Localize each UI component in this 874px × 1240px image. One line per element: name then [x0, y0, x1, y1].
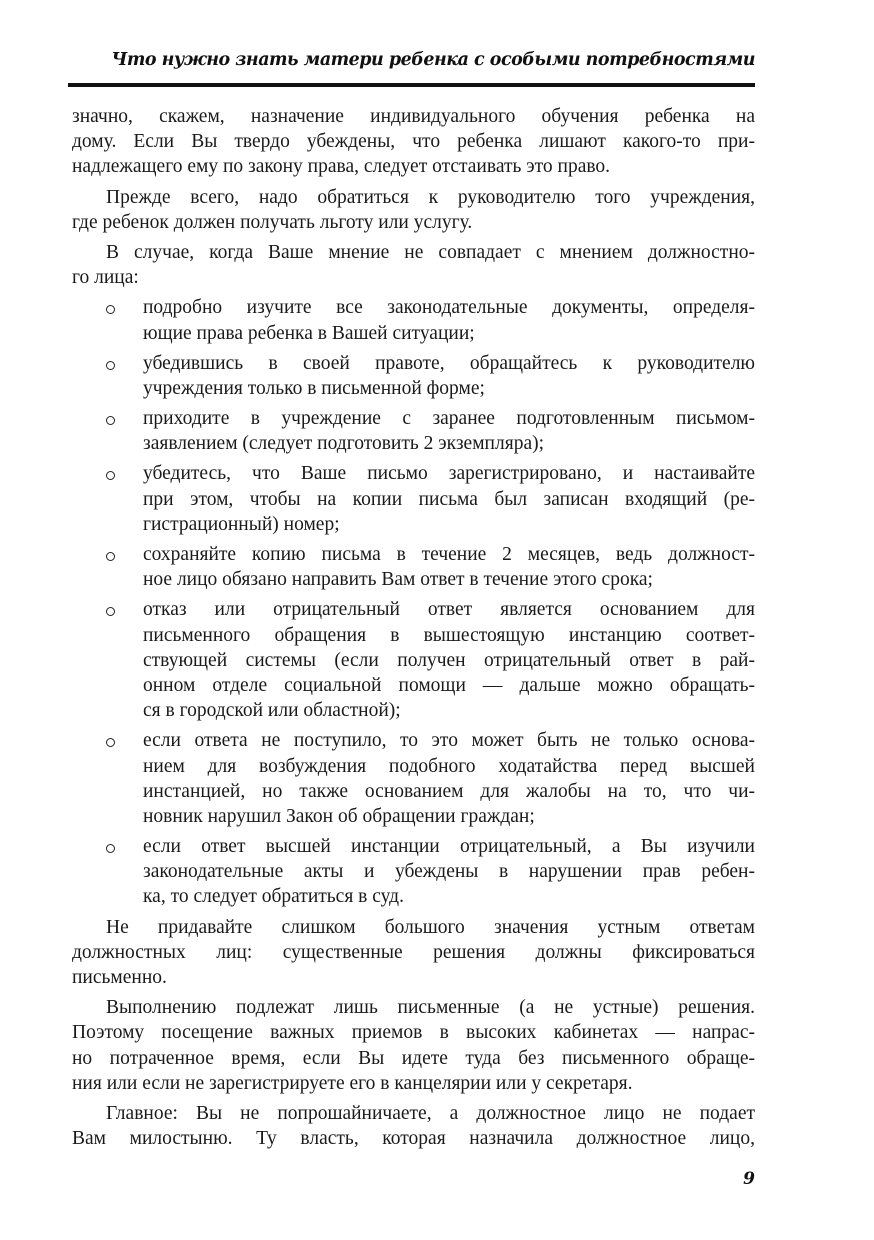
header-rule — [68, 83, 755, 87]
bullet-circle-icon — [106, 607, 115, 616]
text-line: ствующей системы (если получен отрицательный ответ в рай- — [143, 649, 755, 671]
bullet-circle-icon — [106, 844, 115, 853]
text-line: онном отделе социальной помощи — дальше можно обращать- — [143, 674, 755, 696]
bullet-circle-icon — [106, 416, 115, 425]
text-line: убедитесь, что Ваше письмо зарегистрировано, и настаивайте — [143, 463, 755, 485]
text-line: гистрационный) номер; — [143, 513, 340, 535]
text-line: инстанцией, но также основанием для жалобы на то, что чи- — [143, 780, 755, 802]
text-line: Прежде всего, надо обратиться к руководителю того учреждения, — [106, 186, 755, 208]
text-line: дому. Если Вы твердо убеждены, что ребенка лишают какого-то при- — [72, 131, 755, 153]
bullet-item — [72, 406, 755, 456]
page-body — [72, 104, 755, 1156]
text-line: значно, скажем, назначение индивидуального обучения ребенка на — [72, 106, 755, 127]
text-line: законодательные акты и убеждены в нарушении прав ребен- — [143, 861, 755, 883]
paragraph — [72, 185, 755, 235]
bullet-circle-icon — [106, 471, 115, 480]
text-line: ся в городской или областной); — [143, 700, 401, 722]
text-line: ющие права ребенка в Вашей ситуации; — [143, 322, 475, 344]
text-line: нием для возбуждения подобного ходатайства перед высшей — [143, 755, 755, 777]
text-line: Выполнению подлежат лишь письменные (а не устные) решения. — [106, 997, 755, 1019]
text-line: при этом, чтобы на копии письма был записан входящий (ре- — [143, 488, 755, 510]
text-line: убедившись в своей правоте, обращайтесь к руководителю — [143, 352, 755, 374]
page-number: 9 — [743, 1169, 755, 1189]
text-line: подробно изучите все законодательные документы, определя- — [143, 297, 755, 319]
bullet-circle-icon — [106, 305, 115, 314]
text-line: новник нарушил Закон об обращении граждан; — [143, 805, 535, 827]
running-header: Что нужно знать матери ребенка с особыми потребностями — [111, 50, 755, 70]
paragraph — [72, 240, 755, 290]
text-line: отказ или отрицательный ответ является основанием для — [143, 599, 755, 621]
text-line: надлежащего ему по закону права, следует отстаивать это право. — [72, 156, 611, 178]
text-line: заявлением (следует подготовить 2 экземпляра); — [143, 433, 545, 455]
bullet-item — [72, 461, 755, 537]
bullet-item — [72, 728, 755, 829]
text-line: учреждения только в письменной форме; — [143, 377, 485, 399]
bullet-circle-icon — [106, 361, 115, 370]
text-line: письменного обращения в вышестоящую инстанцию соответ- — [143, 624, 755, 646]
bullet-circle-icon — [106, 552, 115, 561]
bullet-item — [72, 295, 755, 345]
paragraph — [72, 104, 755, 180]
text-line: где ребенок должен получать льготу или услугу. — [72, 211, 473, 233]
text-line: Поэтому посещение важных приемов в высоких кабинетах — напрас- — [72, 1022, 755, 1044]
bullet-item — [72, 834, 755, 910]
bullet-item — [72, 542, 755, 592]
paragraph — [72, 915, 755, 991]
text-line: В случае, когда Ваше мнение не совпадает с мнением должностно- — [106, 241, 755, 263]
text-line: го лица: — [72, 267, 139, 289]
text-line: но потраченное время, если Вы идете туда без письменного обраще- — [72, 1047, 755, 1069]
text-line: письменно. — [72, 967, 167, 988]
text-line: Главное: Вы не попрошайничаете, а должностное лицо не подает — [106, 1102, 755, 1124]
text-line: сохраняйте копию письма в течение 2 месяцев, ведь должност- — [143, 544, 755, 565]
text-line: ка, то следует обратиться в суд. — [143, 886, 404, 908]
bullet-circle-icon — [106, 738, 115, 747]
text-line: если ответ высшей инстанции отрицательный, а Вы изучили — [143, 836, 755, 858]
text-line: ния или если не зарегистрируете его в канцелярии или у секретаря. — [72, 1072, 633, 1094]
paragraph — [72, 1101, 755, 1151]
text-line: Вам милостыню. Ту власть, которая назначила должностное лицо, — [72, 1128, 755, 1150]
bullet-item — [72, 351, 755, 401]
text-line: приходите в учреждение с заранее подготовленным письмом- — [143, 408, 755, 430]
paragraph — [72, 995, 755, 1096]
bullet-item — [72, 597, 755, 723]
text-line: если ответа не поступило, то это может быть не только основа- — [143, 730, 755, 752]
text-line: должностных лиц: существенные решения должны фиксироваться — [72, 941, 755, 963]
text-line: ное лицо обязано направить Вам ответ в течение этого срока; — [143, 569, 653, 591]
text-line: Не придавайте слишком большого значения устным ответам — [106, 916, 755, 938]
